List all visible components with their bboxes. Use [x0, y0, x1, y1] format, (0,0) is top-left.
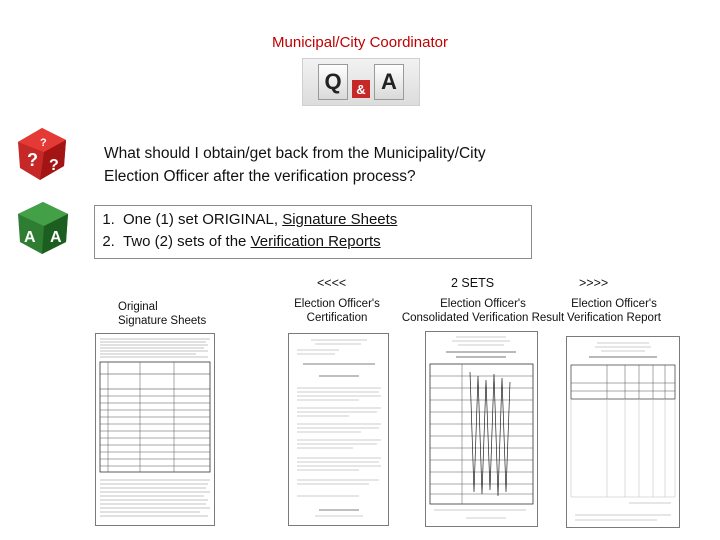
question-text: [104, 142, 604, 188]
slide-title: Municipal/City Coordinator: [272, 34, 448, 51]
svg-text:?: ?: [49, 157, 59, 174]
question-line-2: Election Officer after the verification process?: [104, 168, 416, 185]
svg-text:?: ?: [27, 150, 38, 170]
signature-sheet-thumbnail: [95, 333, 215, 526]
right-arrows: >>>>: [579, 276, 609, 290]
answer-box: [94, 205, 532, 259]
svg-text:A: A: [24, 229, 36, 246]
qa-logo: [302, 58, 420, 106]
answer-1-emphasis: Signature Sheets: [282, 211, 398, 228]
verification-report-thumbnail: [566, 336, 680, 528]
q-tile: Q: [318, 64, 348, 100]
certification-thumbnail: [288, 333, 389, 526]
doc-label-verification-report: Election Officer's Verification Report: [567, 298, 661, 324]
answer-list: [95, 209, 531, 253]
answer-2-prefix: Two (2) sets of the: [123, 233, 251, 250]
svg-text:A: A: [50, 229, 62, 246]
answer-item-1: [119, 209, 531, 231]
doc-label-certification: Election Officer's Certification: [294, 298, 380, 324]
question-line-1: What should I obtain/get back from the Municipality/City: [104, 145, 486, 162]
left-arrows: <<<<: [317, 276, 347, 290]
doc-label-consolidated-result: Election Officer's Consolidated Verification Result: [401, 298, 565, 324]
answer-1-prefix: One (1) set ORIGINAL,: [123, 211, 283, 228]
answer-item-2: [119, 231, 531, 253]
consolidated-result-thumbnail: [425, 331, 538, 527]
doc-label-signature-sheets: Original Signature Sheets: [118, 301, 207, 327]
a-tile: A: [374, 64, 404, 100]
red-question-dice-icon: [14, 126, 70, 182]
ampersand-badge: &: [352, 80, 370, 98]
answer-2-emphasis: Verification Reports: [250, 233, 381, 250]
sets-label: 2 SETS: [451, 276, 495, 290]
green-answer-dice-icon: [14, 200, 72, 256]
svg-text:?: ?: [40, 137, 47, 149]
